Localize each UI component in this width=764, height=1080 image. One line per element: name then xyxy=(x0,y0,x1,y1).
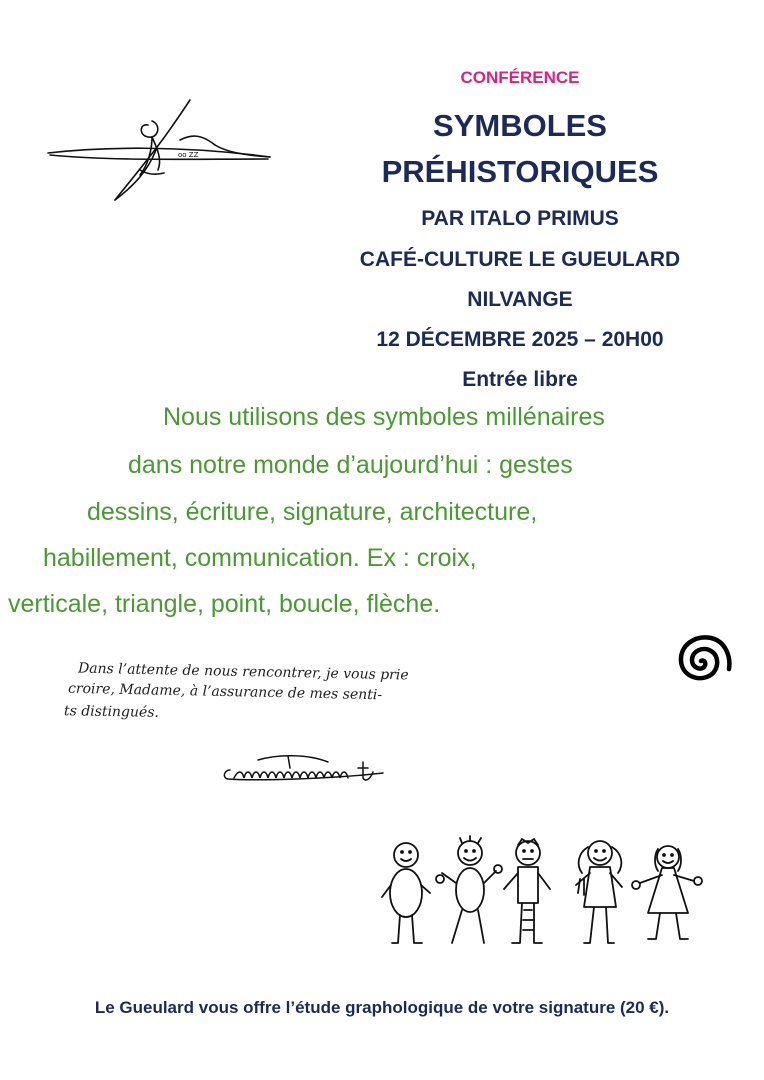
handwritten-line-1: Dans l’attente de nous rencontrer, je vous prie xyxy=(77,660,409,684)
handwritten-signature xyxy=(218,748,398,793)
date-time: 12 DÉCEMBRE 2025 – 20H00 xyxy=(376,328,664,351)
title-line-2: PRÉHISTORIQUES xyxy=(381,154,659,189)
admission: Entrée libre xyxy=(462,368,578,391)
body-line-4: habillement, communication. Ex : croix, xyxy=(43,544,477,572)
title-line-1: SYMBOLES xyxy=(433,108,607,143)
body-line-3: dessins, écriture, signature, architecture, xyxy=(87,498,538,526)
body-line-1: Nous utilisons des symboles millénaires xyxy=(163,403,605,431)
speaker: PAR ITALO PRIMUS xyxy=(421,207,619,230)
conference-label: CONFÉRENCE xyxy=(460,68,580,87)
children-drawing xyxy=(378,835,708,955)
spiral-icon xyxy=(668,628,734,694)
body-line-2: dans notre monde d’aujourd’hui : gestes xyxy=(128,451,573,479)
body-line-5: verticale, triangle, point, boucle, flèche. xyxy=(8,590,441,618)
handwritten-line-2: croire, Madame, à l’assurance de mes senti- xyxy=(67,680,383,704)
page-title xyxy=(300,103,740,195)
venue: CAFÉ-CULTURE LE GUEULARD xyxy=(359,248,681,271)
svg-text:oo ZZ: oo ZZ xyxy=(178,151,199,159)
footer-offer: Le Gueulard vous offre l’étude graphologique de votre signature (20 €). xyxy=(94,998,670,1017)
town: NILVANGE xyxy=(467,288,573,311)
signature-sketch xyxy=(40,95,280,220)
handwritten-line-3: ts distingués. xyxy=(63,703,160,721)
